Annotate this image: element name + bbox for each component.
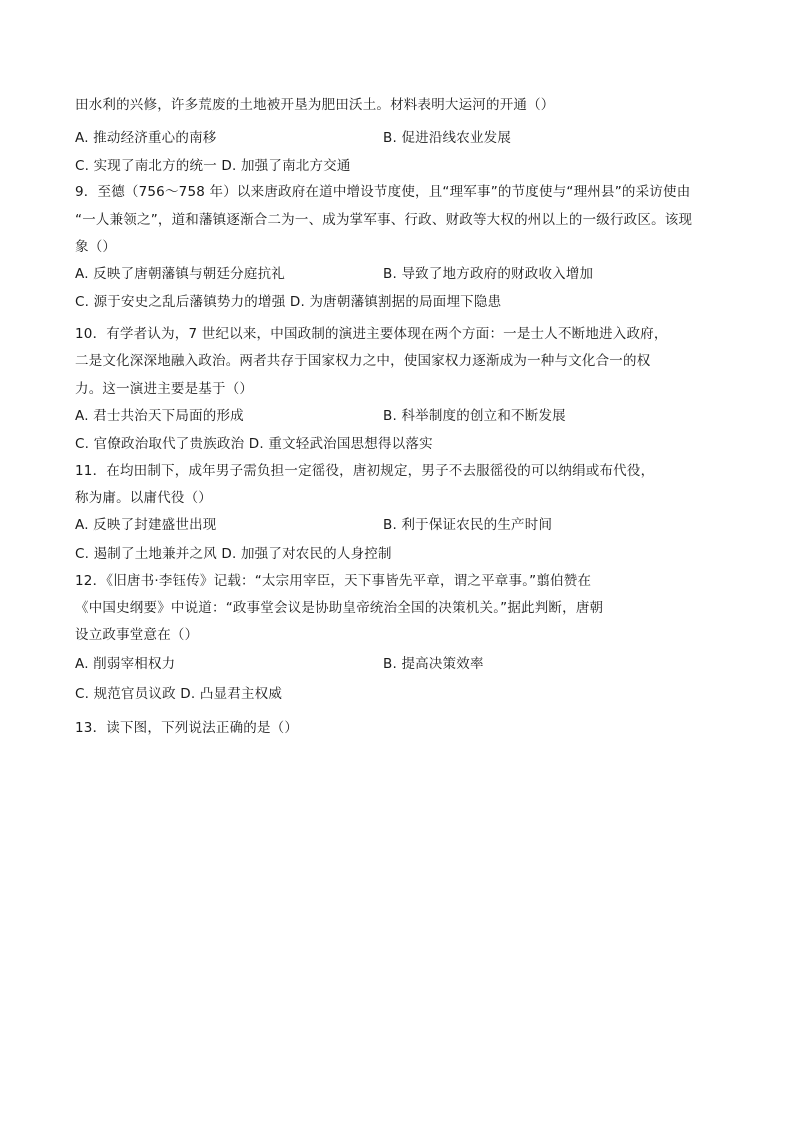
q11-option-b: B. 利于保证农民的生产时间 — [383, 517, 553, 533]
q12-option-cd: C. 规范官员议政 D. 凸显君主权威 — [75, 686, 283, 702]
q9-stem-line-3: 象（） — [75, 239, 117, 255]
q11-option-cd: C. 遏制了土地兼并之风 D. 加强了对农民的人身控制 — [75, 546, 392, 562]
q9-option-a: A. 反映了唐朝藩镇与朝廷分庭抗礼 — [75, 266, 285, 282]
q10-option-a: A. 君士共治天下局面的形成 — [75, 408, 244, 424]
q12-stem-line-1: 12．《旧唐书·李钰传》记载：“太宗用宰臣，天下事皆先平章，谓之平章事。”翦伯赞在 — [75, 573, 592, 589]
q13-stem: 13．读下图，下列说法正确的是（） — [75, 720, 299, 736]
q10-option-cd: C. 官僚政治取代了贵族政治 D. 重文轻武治国思想得以落实 — [75, 436, 433, 452]
q8-stem-tail: 田水利的兴修，许多荒废的土地被开垦为肥田沃土。材料表明大运河的开通（） — [75, 97, 555, 113]
q12-stem-line-2: 《中国史纲要》中说道：“政事堂会议是协助皇帝统治全国的决策机关。”据此判断，唐朝 — [75, 600, 604, 616]
q8-option-b: B. 促进沿线农业发展 — [383, 130, 512, 146]
q9-option-cd: C. 源于安史之乱后藩镇势力的增强 D. 为唐朝藩镇割据的局面埋下隐患 — [75, 294, 502, 310]
q10-stem-line-1: 10．有学者认为，7 世纪以来，中国政制的演进主要体现在两个方面：一是士人不断地进入政府， — [75, 326, 668, 342]
q8-option-cd: C. 实现了南北方的统一 D. 加强了南北方交通 — [75, 158, 351, 174]
q9-stem-line-2: “一人兼领之”，道和藩镇逐渐合二为一、成为掌军事、行政、财政等大权的州以上的一级行政区。该现 — [75, 212, 693, 228]
q10-option-b: B. 科举制度的创立和不断发展 — [383, 408, 566, 424]
q10-stem-line-2: 二是文化深深地融入政治。两者共存于国家权力之中，使国家权力逐渐成为一种与文化合一的权 — [75, 353, 651, 369]
q9-stem-line-1: 9．至德（756～758 年）以来唐政府在道中增设节度使，且“理军事”的节度使与“理州县”的采访使由 — [75, 184, 691, 200]
q9-option-b: B. 导致了地方政府的财政收入增加 — [383, 266, 594, 282]
q10-stem-line-3: 力。这一演进主要是基于（） — [75, 381, 254, 397]
q8-option-a: A. 推动经济重心的南移 — [75, 130, 217, 146]
q11-option-a: A. 反映了封建盛世出现 — [75, 517, 217, 533]
q11-stem-line-1: 11．在均田制下，成年男子需负担一定徭役，唐初规定，男子不去服徭役的可以纳绢或布代役， — [75, 463, 655, 479]
q12-option-b: B. 提高决策效率 — [383, 656, 484, 672]
q12-option-a: A. 削弱宰相权力 — [75, 656, 176, 672]
q12-stem-line-3: 设立政事堂意在（） — [75, 627, 199, 643]
q11-stem-line-2: 称为庸。以庸代役（） — [75, 490, 212, 506]
